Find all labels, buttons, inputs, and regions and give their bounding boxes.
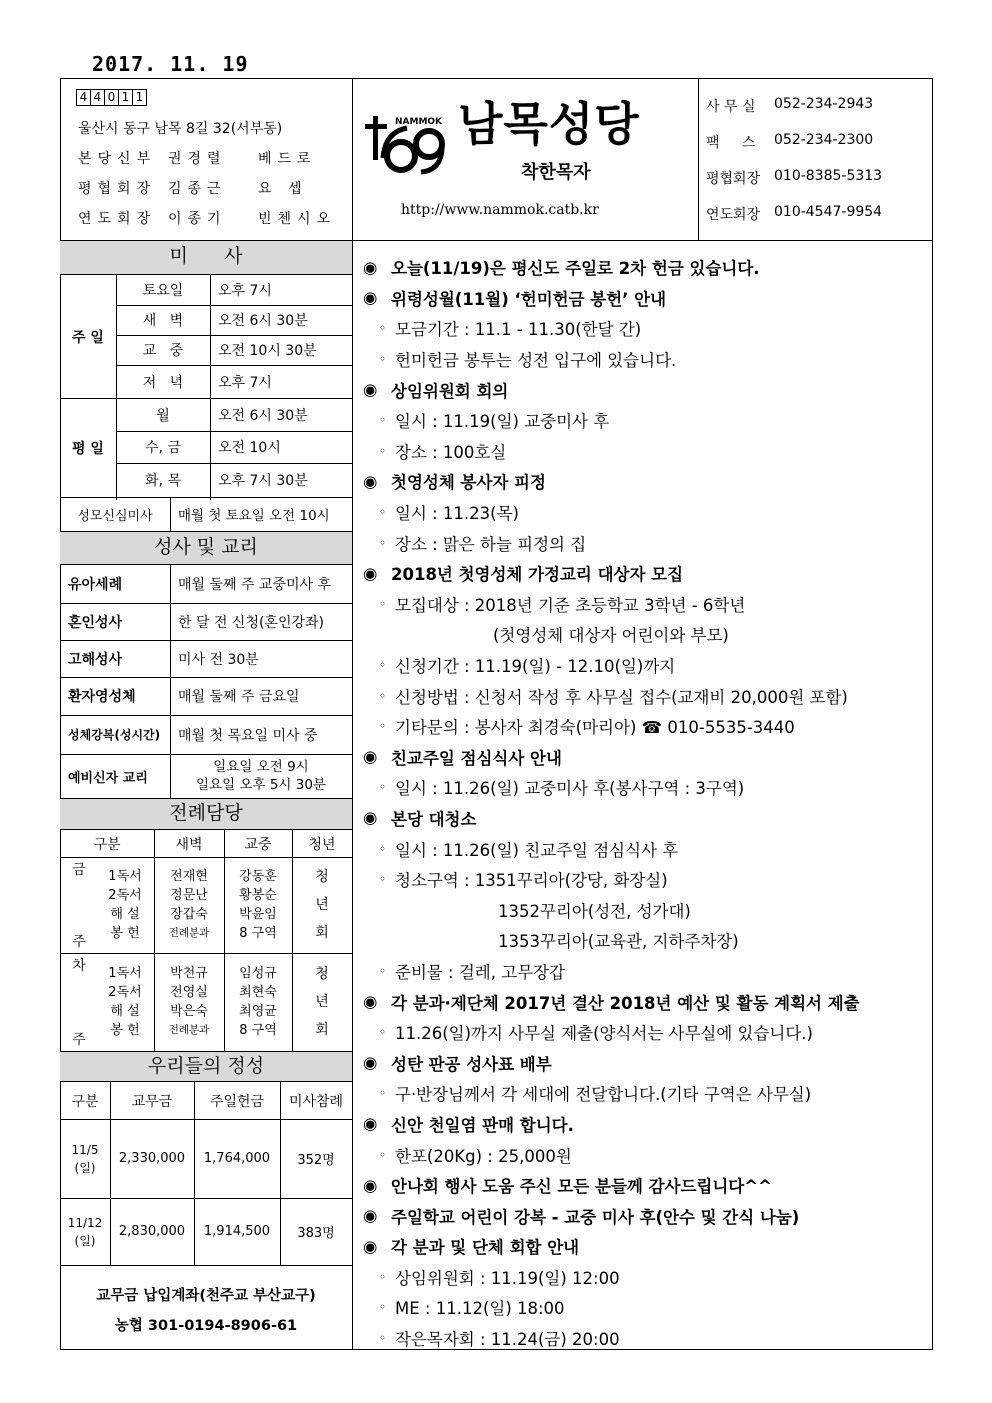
liturgy-section-title: 전례담당 — [60, 798, 352, 830]
header-contacts-panel — [698, 78, 933, 241]
church-motto: 착한목자 — [521, 162, 591, 183]
notice-heading — [363, 466, 923, 497]
notice-detail — [363, 1292, 923, 1323]
bullet-circle-icon: ◦ — [379, 688, 387, 703]
notice-detail — [363, 497, 923, 528]
liturgy-youth-assignee: 청 년 회 — [315, 966, 329, 1038]
staff-row — [78, 178, 348, 198]
staff-row — [78, 208, 348, 228]
sacrament-schedule: 한 달 전 신청(혼인강좌) — [178, 614, 324, 631]
notice-text: 작은목자회 : 11.24(금) 20:00 — [395, 1330, 620, 1350]
notice-heading — [363, 986, 923, 1017]
bullet-target-icon: ◉ — [363, 563, 378, 583]
bullet-circle-icon: ◦ — [379, 872, 387, 887]
bullet-circle-icon: ◦ — [379, 841, 387, 856]
marian-mass-time: 매월 첫 토요일 오전 10시 — [178, 508, 330, 524]
liturgy-roles: 1독서 2독서 해 설 봉 헌 — [108, 869, 142, 941]
notice-detail — [363, 313, 923, 344]
contact-label: 사 무 실 — [706, 99, 756, 115]
offerings-header: 구분 — [71, 1093, 99, 1110]
bullet-target-icon: ◉ — [363, 1206, 378, 1226]
mass-time: 오후 7시 30분 — [218, 473, 308, 489]
catechumen-time: 일요일 오전 9시 — [213, 759, 309, 775]
zip-digit: 1 — [132, 89, 147, 106]
notice-detail — [363, 894, 923, 925]
staff-title: 빈첸시오 — [258, 211, 337, 227]
notice-detail — [363, 650, 923, 681]
notice-text: 장소 : 100호실 — [395, 442, 507, 462]
bullet-circle-icon: ◦ — [379, 719, 387, 734]
offerings-section-title: 우리들의 정성 — [60, 1051, 352, 1082]
bullet-circle-icon: ◦ — [379, 535, 387, 550]
account-title: 교무금 납입계좌(천주교 부산교구) — [96, 1287, 316, 1304]
contact-label: 평협회장 — [706, 171, 761, 187]
notice-detail — [363, 864, 923, 895]
notice-text: 2018년 첫영성체 가정교리 대상자 모집 — [391, 565, 684, 585]
notice-text: 11.26(일)까지 사무실 제출(양식서는 사무실에 있습니다.) — [395, 1024, 813, 1044]
bullet-circle-icon: ◦ — [379, 1269, 387, 1284]
offering-collection: 1,914,500 — [203, 1224, 271, 1239]
notice-text: 신청기간 : 11.19(일) - 12.10(일)까지 — [395, 657, 676, 677]
header-left-panel — [60, 78, 353, 241]
notice-detail — [363, 1323, 923, 1354]
staff-row — [78, 148, 348, 168]
mass-time: 오후 7시 — [218, 374, 272, 391]
bullet-target-icon: ◉ — [363, 992, 378, 1012]
notice-text: 상임위원회 : 11.19(일) 12:00 — [395, 1268, 620, 1288]
offerings-header: 교무금 — [131, 1093, 173, 1110]
liturgy-dawn-assignees: 전재현 정문난 장갑숙 전례분과 — [168, 869, 210, 939]
notice-detail — [363, 527, 923, 558]
mass-section-title: 미 사 — [60, 241, 352, 275]
bullet-target-icon: ◉ — [363, 1236, 378, 1256]
sacrament-name: 고해성사 — [68, 651, 123, 668]
zip-digit: 4 — [90, 89, 105, 106]
zip-digit: 0 — [104, 89, 119, 106]
notice-text: 1353꾸리아(교육관, 지하주차장) — [498, 932, 739, 952]
bullet-circle-icon: ◦ — [379, 963, 387, 978]
header-title-panel — [353, 78, 698, 241]
notice-detail — [363, 1017, 923, 1048]
notice-detail — [363, 405, 923, 436]
bullet-target-icon: ◉ — [363, 747, 378, 767]
notice-text: 기타문의 : 봉사자 최경숙(마리아) ☎ 010-5535-3440 — [395, 718, 795, 738]
bullet-circle-icon: ◦ — [379, 596, 387, 611]
mass-time: 오전 10시 30분 — [218, 343, 317, 359]
notice-text: 모금기간 : 11.1 - 11.30(한달 간) — [395, 320, 642, 340]
zip-code — [76, 89, 146, 106]
liturgy-youth-assignee: 청 년 회 — [315, 869, 329, 941]
notice-text: 헌미헌금 봉투는 성전 입구에 있습니다. — [395, 351, 677, 371]
staff-name: 이종기 — [168, 211, 227, 227]
sacrament-name: 성체강복(성시간) — [68, 728, 161, 742]
mass-time-label: 토요일 — [142, 283, 184, 299]
mass-time-label: 수, 금 — [145, 440, 181, 456]
sacrament-name: 유아세례 — [68, 577, 123, 593]
notice-detail — [363, 925, 923, 956]
church-logo-icon — [363, 98, 453, 178]
offering-date: 11/5 (일) — [71, 1142, 99, 1175]
left-column — [60, 241, 353, 1350]
offering-attendance: 383명 — [297, 1226, 335, 1241]
mass-sunday-label: 주 일 — [72, 329, 104, 346]
offering-attendance: 352명 — [297, 1153, 335, 1168]
notice-text: 상임위원회 회의 — [391, 381, 509, 401]
liturgy-header: 새벽 — [175, 836, 203, 853]
liturgy-dawn-assignees: 박천규 전영실 박은숙 전례분과 — [168, 966, 210, 1036]
catechumen-class-label: 예비신자 교리 — [68, 770, 148, 786]
bullet-circle-icon: ◦ — [379, 1147, 387, 1162]
liturgy-main-assignees: 강동훈 황봉순 박윤임 8 구역 — [239, 869, 277, 941]
bullet-target-icon: ◉ — [363, 380, 378, 400]
bullet-circle-icon: ◦ — [379, 352, 387, 367]
notice-detail — [363, 680, 923, 711]
notice-text: 친교주일 점심식사 안내 — [391, 748, 562, 768]
offering-collection: 1,764,000 — [203, 1151, 271, 1166]
notice-detail — [363, 344, 923, 375]
notice-text: 신청방법 : 신청서 작성 후 사무실 접수(교재비 20,000원 포함) — [395, 687, 848, 707]
notice-detail — [363, 1078, 923, 1109]
mass-time: 오후 7시 — [218, 283, 272, 299]
bullet-circle-icon: ◦ — [379, 658, 387, 673]
notice-text: 청소구역 : 1351꾸리아(강당, 화장실) — [395, 871, 668, 891]
contact-value: 052-234-2300 — [774, 132, 874, 148]
notice-text: 한포(20Kg) : 25,000원 — [395, 1146, 572, 1166]
catechumen-schedule — [170, 754, 352, 798]
sacrament-name: 환자영성체 — [68, 689, 136, 705]
mass-time-label: 새 벽 — [142, 313, 184, 329]
contact-row — [706, 132, 873, 152]
sacrament-schedule: 미사 전 30분 — [178, 651, 259, 668]
notice-detail — [363, 619, 923, 650]
liturgy-header: 청년 — [308, 836, 336, 853]
contact-value: 052-234-2943 — [774, 96, 874, 112]
mass-time: 오전 6시 30분 — [218, 313, 308, 329]
staff-role: 본당신부 — [78, 151, 157, 167]
bullet-target-icon: ◉ — [363, 1053, 378, 1073]
notices-list — [363, 252, 923, 1353]
logo-text: NAMMOK — [395, 117, 443, 127]
notice-text: (첫영성체 대상자 어린이와 부모) — [493, 626, 729, 646]
notice-heading — [363, 1047, 923, 1078]
liturgy-header: 교중 — [244, 836, 272, 853]
notice-text: 일시 : 11.23(목) — [395, 504, 519, 524]
sacrament-name: 혼인성사 — [68, 614, 123, 631]
notice-heading — [363, 1109, 923, 1140]
notice-heading — [363, 558, 923, 589]
staff-name: 김종근 — [168, 181, 227, 197]
bullet-target-icon: ◉ — [363, 1114, 378, 1134]
notice-text: 신안 천일염 판매 합니다. — [391, 1115, 574, 1135]
bullet-circle-icon: ◦ — [379, 1300, 387, 1315]
notice-detail — [363, 1139, 923, 1170]
notice-heading — [363, 742, 923, 773]
bulletin-date: 2017. 11. 19 — [92, 52, 249, 76]
contact-row — [706, 204, 882, 224]
contact-label: 연도회장 — [706, 207, 761, 223]
staff-title: 요 셉 — [258, 181, 308, 197]
staff-role: 연도회장 — [78, 211, 157, 227]
notice-text: 모집대상 : 2018년 기준 초등학교 3학년 - 6학년 — [395, 595, 746, 615]
mass-weekday-label: 평 일 — [72, 440, 104, 457]
bullet-target-icon: ◉ — [363, 471, 378, 491]
mass-time-label: 월 — [156, 407, 170, 424]
sacraments-section-title: 성사 및 교리 — [60, 531, 352, 565]
bullet-target-icon: ◉ — [363, 1175, 378, 1195]
notice-text: 성탄 판공 성사표 배부 — [391, 1054, 552, 1074]
liturgy-header: 구분 — [93, 836, 121, 853]
mass-time-label: 교 중 — [142, 343, 184, 359]
staff-role: 평협회장 — [78, 181, 157, 197]
liturgy-main-assignees: 임성규 최현숙 최영균 8 구역 — [239, 966, 277, 1038]
zip-digit: 1 — [118, 89, 133, 106]
sacrament-schedule: 매월 둘째 주 교중미사 후 — [178, 577, 332, 593]
notice-text: 장소 : 맑은 하늘 피정의 집 — [395, 534, 587, 554]
liturgy-week-label: 금 주 — [72, 862, 86, 950]
notice-heading — [363, 283, 923, 314]
catechumen-time: 일요일 오후 5시 30분 — [196, 777, 326, 793]
church-name: 남목성당 — [458, 97, 640, 151]
notice-text: 각 분과·제단체 2017년 결산 2018년 예산 및 활동 계획서 제출 — [391, 993, 860, 1013]
offering-date: 11/12 (일) — [67, 1215, 103, 1248]
church-website-link[interactable]: http://www.nammok.catb.kr — [401, 202, 599, 218]
notice-text: 준비물 : 걸레, 고무장갑 — [395, 962, 565, 982]
contact-value: 010-4547-9954 — [774, 204, 883, 220]
contact-row — [706, 168, 882, 188]
notice-text: 일시 : 11.26(일) 친교주일 점심식사 후 — [395, 840, 679, 860]
sacrament-schedule: 매월 첫 목요일 미사 중 — [178, 727, 318, 744]
notice-heading — [363, 803, 923, 834]
notice-text: 주일학교 어린이 강복 - 교중 미사 후(안수 및 간식 나눔) — [391, 1207, 800, 1227]
notice-text: ME : 11.12(일) 18:00 — [395, 1299, 565, 1319]
liturgy-roles: 1독서 2독서 해 설 봉 헌 — [108, 966, 142, 1038]
notice-text: 안나회 행사 도움 주신 모든 분들께 감사드립니다^^ — [391, 1177, 772, 1197]
notice-text: 1352꾸리아(성전, 성가대) — [498, 901, 691, 921]
notice-detail — [363, 589, 923, 620]
marian-mass-label: 성모신심미사 — [77, 508, 153, 524]
zip-digit: 4 — [76, 89, 91, 106]
bullet-circle-icon: ◦ — [379, 413, 387, 428]
offerings-header: 주일헌금 — [209, 1093, 265, 1110]
notice-text: 각 분과 및 단체 회합 안내 — [391, 1238, 580, 1258]
account-number: 농협 301-0194-8906-61 — [114, 1317, 298, 1334]
bullet-circle-icon: ◦ — [379, 443, 387, 458]
notice-text: 구·반장님께서 각 세대에 전달합니다.(기타 구역은 사무실) — [395, 1085, 812, 1105]
contact-row — [706, 96, 873, 116]
bullet-target-icon: ◉ — [363, 808, 378, 828]
bullet-circle-icon: ◦ — [379, 505, 387, 520]
staff-title: 베드로 — [258, 151, 317, 167]
notice-heading — [363, 374, 923, 405]
mass-time-label: 저 녁 — [142, 374, 184, 391]
notice-detail — [363, 711, 923, 742]
mass-time: 오전 10시 — [218, 440, 281, 456]
notice-text: 일시 : 11.19(일) 교중미사 후 — [395, 412, 610, 432]
notice-detail — [363, 956, 923, 987]
liturgy-week-label: 차 주 — [72, 958, 86, 1048]
bullet-circle-icon: ◦ — [379, 780, 387, 795]
notice-text: 오늘(11/19)은 평신도 주일로 2차 헌금 있습니다. — [391, 259, 760, 279]
bullet-circle-icon: ◦ — [379, 1086, 387, 1101]
notice-heading — [363, 1170, 923, 1201]
bullet-target-icon: ◉ — [363, 288, 378, 308]
bullet-circle-icon: ◦ — [379, 321, 387, 336]
offerings-header: 미사참례 — [288, 1093, 344, 1110]
notice-text: 일시 : 11.26(일) 교중미사 후(봉사구역 : 3구역) — [395, 779, 745, 799]
notice-detail — [363, 436, 923, 467]
bullet-circle-icon: ◦ — [379, 1025, 387, 1040]
notice-text: 첫영성체 봉사자 피정 — [391, 473, 546, 493]
contact-value: 010-8385-5313 — [774, 168, 883, 184]
bullet-target-icon: ◉ — [363, 257, 378, 277]
notice-detail — [363, 1262, 923, 1293]
notice-heading — [363, 1231, 923, 1262]
staff-name: 권경렬 — [168, 151, 227, 167]
mass-time-label: 화, 목 — [145, 473, 181, 489]
contact-label: 팩 스 — [706, 135, 756, 151]
sacrament-schedule: 매월 둘째 주 금요일 — [178, 689, 300, 705]
notice-heading — [363, 1200, 923, 1231]
church-address: 울산시 동구 남목 8길 32(서부동) — [78, 121, 283, 137]
notice-heading — [363, 252, 923, 283]
notice-text: 위령성월(11월) ‘헌미헌금 봉헌’ 안내 — [391, 289, 667, 309]
notice-detail — [363, 772, 923, 803]
offering-dues: 2,330,000 — [118, 1151, 186, 1166]
offering-dues: 2,830,000 — [118, 1224, 186, 1239]
notice-text: 본당 대청소 — [391, 809, 477, 829]
notice-detail — [363, 833, 923, 864]
bullet-circle-icon: ◦ — [379, 1331, 387, 1346]
mass-time: 오전 6시 30분 — [218, 407, 308, 424]
